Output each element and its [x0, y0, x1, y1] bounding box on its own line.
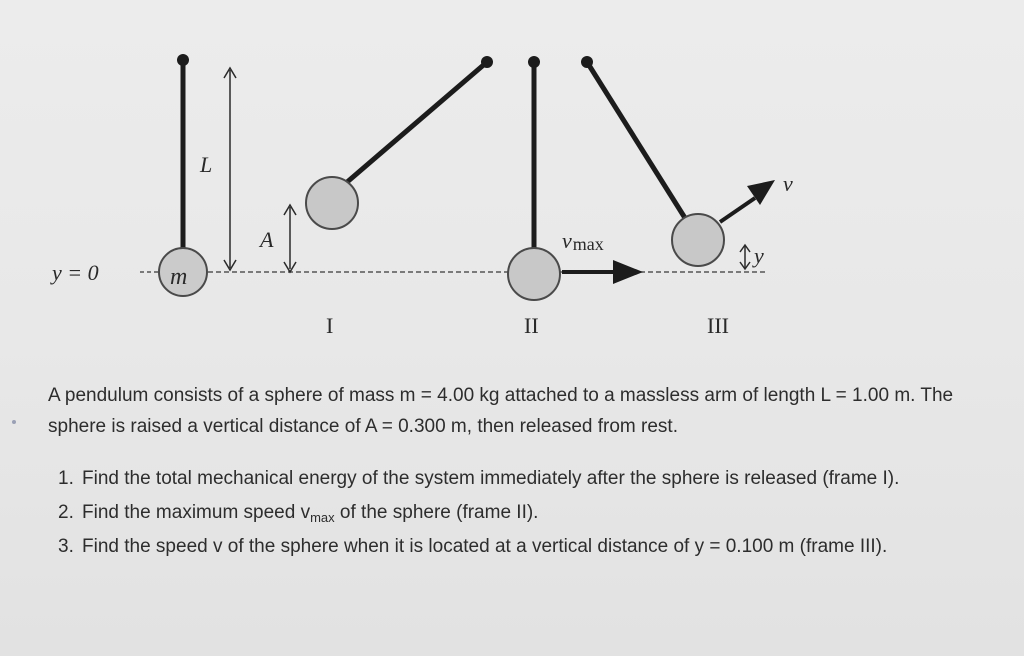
- question-2-text-pre: Find the maximum speed v: [82, 502, 311, 523]
- question-3-text: Find the speed v of the sphere when it is located at a vertical distance of y = 0.100 m (frame III).: [82, 536, 888, 557]
- pivot-frame-III: [581, 56, 593, 68]
- question-1-text: Find the total mechanical energy of the system immediately after the sphere is released (frame I).: [82, 468, 900, 489]
- velocity-arrow: [720, 198, 755, 222]
- frame-label-III: III: [707, 313, 729, 338]
- question-2-number: 2.: [58, 502, 74, 523]
- sphere-frame-II: [508, 248, 560, 300]
- frame-label-I: I: [326, 313, 334, 338]
- sphere-frame-III: [672, 214, 724, 266]
- velocity-label: v: [783, 171, 793, 196]
- question-1: [48, 463, 998, 494]
- question-3: [48, 531, 998, 562]
- y-zero-label: y = 0: [52, 260, 99, 285]
- margin-dot: [12, 420, 16, 424]
- pendulum-rod-frame-III: [587, 62, 685, 218]
- sphere-frame-I: [306, 177, 358, 229]
- length-label: L: [200, 152, 213, 177]
- height-label: A: [260, 227, 274, 252]
- pivot-rest: [177, 54, 189, 66]
- pivot-frame-II: [528, 56, 540, 68]
- pivot-frame-I: [481, 56, 493, 68]
- question-3-number: 3.: [58, 536, 74, 557]
- mass-label: m: [170, 264, 188, 290]
- frame-label-II: II: [524, 313, 539, 338]
- question-2-subscript: max: [310, 510, 335, 525]
- vmax-arrow-head: [613, 260, 643, 284]
- pendulum-rod-frame-I: [346, 62, 487, 183]
- vmax-label: vmax: [562, 228, 604, 254]
- question-list: [48, 463, 998, 565]
- question-1-number: 1.: [58, 468, 74, 489]
- problem-intro: A pendulum consists of a sphere of mass m = 4.00 kg attached to a massless arm of length L = 1.00 m. The sphere is raised a vertical distance of A = 0.300 m, then released from rest.: [48, 385, 954, 437]
- question-2: [48, 497, 998, 528]
- question-2-text-post: of the sphere (frame II).: [334, 502, 539, 523]
- y-label: y: [754, 243, 764, 268]
